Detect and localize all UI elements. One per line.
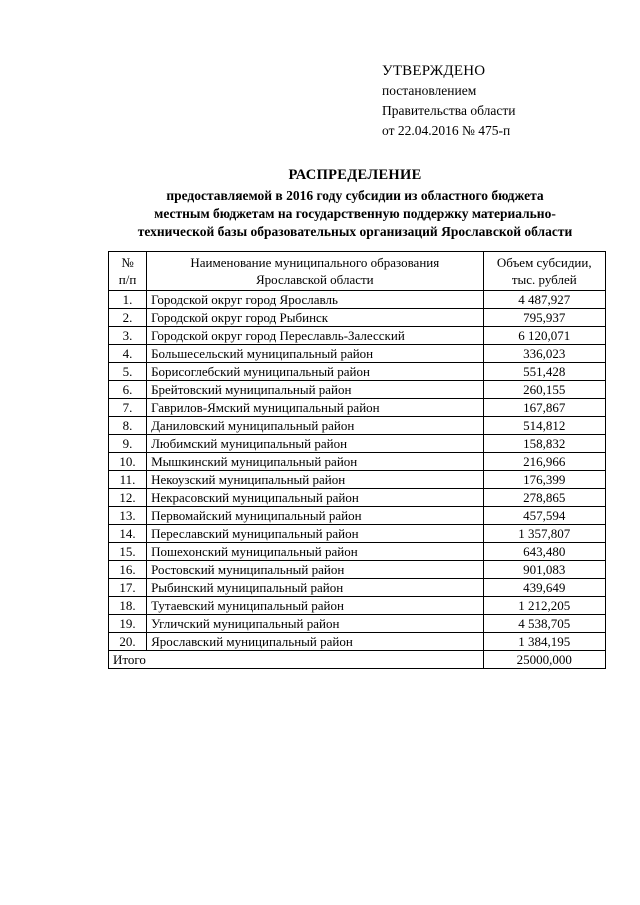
document-subtitle-line-1: предоставляемой в 2016 году субсидии из областного бюджета [166,188,544,203]
row-municipality: Любимский муниципальный район [147,435,483,453]
row-amount: 336,023 [483,345,605,363]
row-municipality: Даниловский муниципальный район [147,417,483,435]
row-amount: 514,812 [483,417,605,435]
row-number: 11. [109,471,147,489]
row-municipality: Первомайский муниципальный район [147,507,483,525]
row-number: 9. [109,435,147,453]
row-amount: 216,966 [483,453,605,471]
row-number: 13. [109,507,147,525]
row-amount: 1 357,807 [483,525,605,543]
table-row [109,309,606,327]
row-municipality: Рыбинский муниципальный район [147,579,483,597]
row-amount: 643,480 [483,543,605,561]
row-amount: 439,649 [483,579,605,597]
table-row [109,633,606,651]
header-number-line-2: п/п [118,272,137,287]
table-row [109,579,606,597]
row-municipality: Гаврилов-Ямский муниципальный район [147,399,483,417]
table-row [109,507,606,525]
row-amount: 158,832 [483,435,605,453]
row-amount: 4 487,927 [483,291,605,309]
table-row [109,399,606,417]
row-number: 6. [109,381,147,399]
row-number: 1. [109,291,147,309]
row-number: 2. [109,309,147,327]
header-amount-line-2: тыс. рублей [511,272,577,287]
row-municipality: Городской округ город Переславль-Залесский [147,327,483,345]
row-municipality: Брейтовский муниципальный район [147,381,483,399]
table-row [109,471,606,489]
total-label: Итого [109,651,484,669]
table-row [109,381,606,399]
approval-stamp [382,61,515,141]
row-municipality: Переславский муниципальный район [147,525,483,543]
row-number: 16. [109,561,147,579]
table-row [109,615,606,633]
table-body [109,291,606,651]
table-row [109,489,606,507]
table-row [109,363,606,381]
table-header-row [109,252,606,291]
approval-heading: УТВЕРЖДЕНО [382,63,486,79]
row-amount: 260,155 [483,381,605,399]
row-amount: 6 120,071 [483,327,605,345]
header-number-line-1: № [121,255,134,270]
table-row [109,543,606,561]
row-number: 17. [109,579,147,597]
table-row [109,327,606,345]
row-municipality: Борисоглебский муниципальный район [147,363,483,381]
row-municipality: Пошехонский муниципальный район [147,543,483,561]
row-municipality: Городской округ город Ярославль [147,291,483,309]
header-amount [483,252,605,291]
table-row [109,525,606,543]
row-number: 5. [109,363,147,381]
row-municipality: Ярославский муниципальный район [147,633,483,651]
subsidy-distribution-table [108,251,606,669]
row-municipality: Некоузский муниципальный район [147,471,483,489]
row-number: 4. [109,345,147,363]
row-municipality: Ростовский муниципальный район [147,561,483,579]
row-amount: 1 212,205 [483,597,605,615]
table-row [109,291,606,309]
row-municipality: Мышкинский муниципальный район [147,453,483,471]
approval-line-3: от 22.04.2016 № 475-п [382,123,511,138]
row-municipality: Большесельский муниципальный район [147,345,483,363]
approval-line-2: Правительства области [382,103,516,118]
header-municipality-line-2: Ярославской области [255,272,374,287]
header-municipality-line-1: Наименование муниципального образования [190,255,440,270]
row-number: 10. [109,453,147,471]
header-number [109,252,147,291]
table-row [109,417,606,435]
table-row [109,561,606,579]
document-subtitle-line-3: технической базы образовательных организаций Ярославской области [137,224,573,239]
row-amount: 551,428 [483,363,605,381]
table-row [109,435,606,453]
row-number: 19. [109,615,147,633]
row-municipality: Тутаевский муниципальный район [147,597,483,615]
row-number: 3. [109,327,147,345]
table-row [109,597,606,615]
row-amount: 278,865 [483,489,605,507]
row-number: 18. [109,597,147,615]
row-amount: 1 384,195 [483,633,605,651]
table-row [109,345,606,363]
row-municipality: Угличский муниципальный район [147,615,483,633]
row-number: 12. [109,489,147,507]
header-amount-line-1: Объем субсидии, [496,255,592,270]
row-number: 8. [109,417,147,435]
row-amount: 167,867 [483,399,605,417]
row-number: 15. [109,543,147,561]
row-municipality: Некрасовский муниципальный район [147,489,483,507]
row-number: 14. [109,525,147,543]
row-municipality: Городской округ город Рыбинск [147,309,483,327]
total-row [109,651,606,669]
row-amount: 176,399 [483,471,605,489]
row-amount: 4 538,705 [483,615,605,633]
row-number: 7. [109,399,147,417]
row-amount: 795,937 [483,309,605,327]
total-amount: 25000,000 [483,651,605,669]
row-amount: 457,594 [483,507,605,525]
approval-line-1: постановлением [382,83,477,98]
document-title-block [105,166,605,241]
table-row [109,453,606,471]
document-subtitle-line-2: местным бюджетам на государственную поддержку материально- [154,206,556,221]
header-municipality [147,252,483,291]
row-number: 20. [109,633,147,651]
row-amount: 901,083 [483,561,605,579]
document-title: РАСПРЕДЕЛЕНИЕ [288,167,422,183]
